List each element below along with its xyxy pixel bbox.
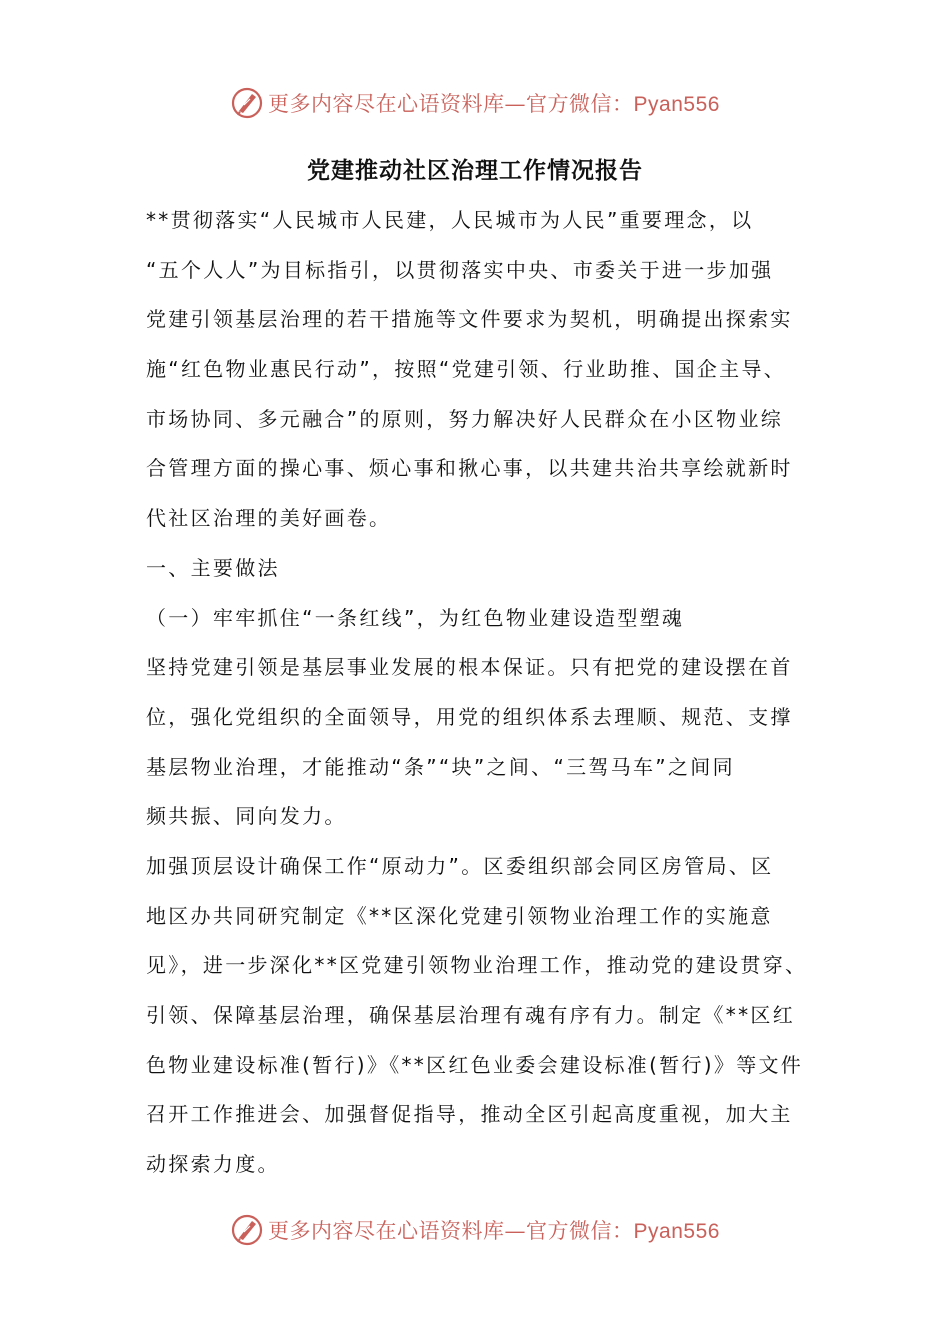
section-heading: 一、主要做法 — [146, 555, 280, 580]
text-line: 召开工作推进会、加强督促指导，推动全区引起高度重视，加大主 — [146, 1102, 793, 1127]
text-line: 合管理方面的操心事、烦心事和揪心事，以共建共治共享绘就新时 — [146, 456, 793, 481]
text-line: 动探索力度。 — [146, 1152, 280, 1177]
text-line: 坚持党建引领是基层事业发展的根本保证。只有把党的建设摆在首 — [146, 655, 793, 680]
text-line: 地区办共同研究制定《**区深化党建引领物业治理工作的实施意 — [146, 903, 773, 928]
subsection-heading: （一）牢牢抓住“一条红线”，为红色物业建设造型塑魂 — [146, 605, 685, 630]
text-line: “五个人人”为目标指引，以贯彻落实中央、市委关于进一步加强 — [146, 257, 774, 282]
text-line: **贯彻落实“人民城市人民建，人民城市为人民”重要理念，以 — [146, 208, 754, 232]
text-line: 代社区治理的美好画卷。 — [146, 506, 392, 531]
watermark-site: 更多内容尽在心语资料库 — [268, 92, 505, 116]
text-line: 市场协同、多元融合”的原则，努力解决好人民群众在小区物业综 — [146, 406, 784, 431]
text-line: 加强顶层设计确保工作“原动力”。区委组织部会同区房管局、区 — [146, 853, 774, 878]
text-line: 色物业建设标准(暂行)》《**区红色业委会建设标准(暂行)》等文件 — [146, 1052, 804, 1077]
quill-pen-logo-icon — [230, 1213, 264, 1247]
text-line: 频共振、同向发力。 — [146, 804, 347, 829]
text-line: 党建引领基层治理的若干措施等文件要求为契机，明确提出探索实 — [146, 307, 793, 332]
watermark-text — [268, 1215, 720, 1245]
watermark-dash: — — [504, 92, 527, 116]
watermark-wechat-label: 官方微信： — [526, 92, 634, 116]
watermark-wechat-label: 官方微信： — [526, 1219, 634, 1243]
watermark-site: 更多内容尽在心语资料库 — [268, 1219, 505, 1243]
watermark-dash: — — [504, 1219, 527, 1243]
document-title: 党建推动社区治理工作情况报告 — [307, 158, 643, 184]
text-line: 引领、保障基层治理，确保基层治理有魂有序有力。制定《**区红 — [146, 1003, 795, 1027]
watermark-wechat-id: Pyan556 — [633, 93, 720, 116]
text-line: 见》，进一步深化**区党建引领物业治理工作，推动党的建设贯穿、 — [146, 953, 808, 978]
footer-watermark-banner — [0, 1210, 950, 1250]
header-watermark-banner — [0, 83, 950, 123]
text-line: 施“红色物业惠民行动”，按照“党建引领、行业助推、国企主导、 — [146, 357, 787, 382]
quill-pen-logo-icon — [230, 86, 264, 120]
watermark-text — [268, 88, 720, 118]
document-body — [146, 196, 812, 1190]
watermark-wechat-id: Pyan556 — [633, 1220, 720, 1243]
text-line: 位，强化党组织的全面领导，用党的组织体系去理顺、规范、支撑 — [146, 704, 793, 729]
text-line: 基层物业治理，才能推动“条”“块”之间、“三驾马车”之间同 — [146, 754, 735, 779]
